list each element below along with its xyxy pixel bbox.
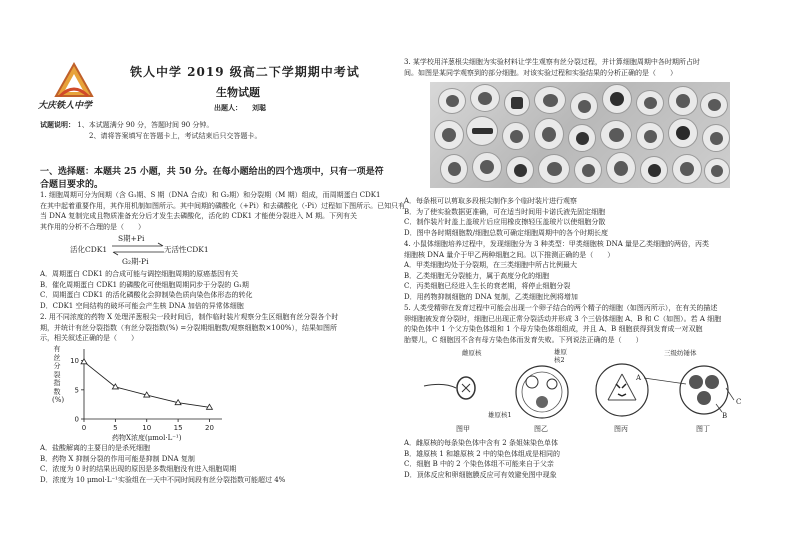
q1-diagram-right: 无活性CDK1 bbox=[164, 245, 209, 254]
q5-option-c[interactable]: C．细胞 B 中的 2 个染色体组不可能来自于父亲 bbox=[404, 460, 554, 468]
chart-data-point bbox=[81, 359, 87, 364]
fig-caption-b: 图乙 bbox=[534, 425, 548, 433]
chart-y-tick-label: 10 bbox=[70, 357, 79, 366]
label-male-pronucleus-1: 雄原核1 bbox=[488, 411, 512, 419]
chart-plot bbox=[62, 343, 232, 433]
q1-option-a[interactable]: A．周期蛋白 CDK1 的合成可能与调控细胞周期的原癌基因有关 bbox=[40, 270, 239, 278]
instruction-2: 2、请将答案填写在答题卡上，考试结束后只交答题卡。 bbox=[89, 131, 262, 140]
micrograph-image bbox=[430, 82, 730, 188]
q5-figure bbox=[404, 348, 756, 436]
q4-option-b[interactable]: B．乙类细胞无分裂能力，属于高度分化的细胞 bbox=[404, 271, 550, 280]
q2-stem-line: 2. 用不同浓度的药物 X 处理洋葱根尖一段时间后，制作临时装片观察分生区细胞有丝分裂各个时 bbox=[40, 313, 339, 321]
label-cell-a: A bbox=[636, 374, 642, 382]
chart-x-tick-label: 10 bbox=[142, 424, 152, 432]
q5-stem-line: 5. 人类受精卵在发育过程中可能会出现一个卵子结合的两个精子的细胞（如图丙所示），在有关的描述 bbox=[404, 304, 718, 312]
instruction-1: 1、本试题满分 90 分，答题时间 90 分钟。 bbox=[77, 121, 214, 129]
label-cell-c: C bbox=[736, 398, 742, 406]
chart-x-tick-label: 0 bbox=[81, 424, 87, 432]
sperm-tail-icon bbox=[424, 384, 456, 388]
q5-option-a[interactable]: A．雌原核的每条染色体中含有 2 条姐妹染色单体 bbox=[404, 439, 558, 447]
fig-caption-a: 图甲 bbox=[456, 425, 470, 433]
q2-option-b[interactable]: B．药物 X 抑制分裂的作用可能是抑制 DNA 复制 bbox=[40, 454, 195, 463]
question-5 bbox=[404, 303, 721, 345]
q5-option-b[interactable]: B．雄原核 1 和雄原核 2 中的染色体组成是相同的 bbox=[404, 449, 560, 458]
q4-option-c[interactable]: C．丙类细胞已经进入生长的衰老期，将停止细胞分裂 bbox=[404, 282, 571, 290]
question-1 bbox=[40, 190, 405, 232]
q1-diagram bbox=[70, 233, 240, 271]
chart-y-tick-label: 5 bbox=[74, 386, 79, 395]
label-cell-b: B bbox=[722, 412, 728, 420]
author-label: 出题人： bbox=[214, 103, 242, 112]
chart-x-tick-label: 5 bbox=[113, 424, 118, 432]
q5-option-d[interactable]: D．顶体反应和卵细胞膜反应可有效避免图中现象 bbox=[404, 470, 557, 479]
q1-stem-line: 1. 细胞周期可分为间期（含 G₁期、S 期（DNA 合成）和 G₂期）和分裂期（M 期）组成，而周期蛋白 CDK1 bbox=[40, 191, 381, 199]
q2-stem-line: 期，并统计有丝分裂指数（有丝分裂指数(%) =分裂期细胞数/观察细胞数×100%），结果如图所 bbox=[40, 323, 337, 332]
q5-stem-line: 的染色体中 1 个父方染色体组和 1 个母方染色体组组成，并且 A、B 细胞获得到发育成一对双胞 bbox=[404, 325, 703, 333]
label-tripolar-spindle: 三级纺锤体 bbox=[664, 349, 697, 357]
fig-caption-c: 图丙 bbox=[614, 425, 628, 433]
school-logo bbox=[40, 60, 108, 118]
q2-option-c[interactable]: C．浓度为 0 时的结果出现的原因是多数细胞没有进入细胞周期 bbox=[40, 465, 237, 473]
q1-diagram-bottom-label: G₂期-Pi bbox=[122, 257, 149, 266]
q2-chart bbox=[52, 343, 232, 443]
q1-stem-line: 当 DNA 复制完成且物质准备充分后才发生去磷酸化，活化的 CDK1 才能使分裂进入 M 期。下列有关 bbox=[40, 212, 357, 220]
chart-series-line bbox=[84, 362, 209, 408]
logo-text: 大庆铁人中学 bbox=[38, 101, 93, 111]
section-heading: 一、选择题：本题共 25 小题，共 50 分。在每小题给出的四个选项中，只有一项是符合题目要求的。 bbox=[40, 167, 384, 190]
instructions bbox=[40, 120, 261, 141]
q1-stem-line: 在其中起着重要作用，其作用机制如图所示。其中间期的磷酸化（+Pi）和去磷酸化（-Pi）过程如下图所示。已知只有 bbox=[40, 201, 406, 210]
chart-x-tick-label: 20 bbox=[204, 424, 214, 432]
q1-option-d[interactable]: D．CDK1 空间结构的破坏可能会产生核 DNA 加倍的异常体细胞 bbox=[40, 301, 244, 310]
author-name: 刘聪 bbox=[252, 103, 266, 112]
chart-x-tick-label: 15 bbox=[173, 424, 183, 432]
chart-ylabel: 有丝分裂指数(%) bbox=[52, 345, 65, 404]
q4-option-a[interactable]: A．甲类细胞均处于分裂期，在三类细胞中所占比例最大 bbox=[404, 261, 578, 269]
q4-option-d[interactable]: D．用药物抑制细胞的 DNA 复制，乙类细胞比例将增加 bbox=[404, 292, 578, 301]
q2-stem-line: 示，相关叙述正确的是（ ） bbox=[40, 334, 138, 342]
q4-options bbox=[404, 260, 578, 302]
q4-stem-line: 细胞核 DNA 量介于甲乙两种细胞之间。以下推测正确的是（ ） bbox=[404, 250, 615, 259]
q1-stem-line: 其作用的分析不合理的是（ ） bbox=[40, 222, 145, 231]
chart-xlabel: 药物X浓度(μmol·L⁻¹) bbox=[112, 434, 182, 442]
q3-option-d[interactable]: D．图中各时期细胞数/细胞总数可确定细胞周期中的各个时期长度 bbox=[404, 228, 608, 237]
question-2 bbox=[40, 312, 338, 344]
exam-subtitle: 生物试题 bbox=[216, 86, 260, 99]
q2-options bbox=[40, 443, 285, 485]
label-male-pronucleus-2: 雄原核2 bbox=[554, 348, 567, 364]
question-3 bbox=[404, 57, 700, 78]
q3-stem-line: 3. 某学校用洋葱根尖细胞为实验材料让学生观察有丝分裂过程，并计算细胞周期中各时期所占时 bbox=[404, 58, 700, 66]
q1-option-c[interactable]: C．周期蛋白 CDK1 的活化磷酸化会抑制染色质向染色体形态的转化 bbox=[40, 291, 253, 299]
equilibrium-arrows-icon bbox=[110, 242, 166, 256]
q2-option-d[interactable]: D．浓度为 10 μmol·L⁻¹实验组在一天中不同时间段有丝分裂指数可能超过 4% bbox=[40, 475, 286, 484]
q5-stem-line: 胎婴儿，C 细胞因不含有母方染色体而发育失败。下列说法正确的是（ ） bbox=[404, 335, 643, 344]
q1-diagram-left: 活化CDK1 bbox=[70, 245, 108, 254]
label-female-pronucleus: 雌原核 bbox=[462, 349, 482, 357]
exam-title: 铁人中学 2019 级高二下学期期中考试 bbox=[130, 65, 360, 79]
q3-options bbox=[404, 196, 608, 238]
q2-option-a[interactable]: A．盐酸解离的主要目的是杀死细胞 bbox=[40, 444, 151, 452]
q1-option-b[interactable]: B．催化周期蛋白 CDK1 的磷酸化可使细胞周期同步于分裂的 G₁期 bbox=[40, 280, 249, 289]
q1-diagram-top-label: S期+Pi bbox=[118, 234, 145, 243]
q3-stem-line: 间。如图是某同学观察到的部分细胞。对该实验过程和实验结果的分析正确的是（ ） bbox=[404, 68, 677, 77]
fertilization-diagram bbox=[404, 348, 756, 436]
q5-options bbox=[404, 438, 560, 480]
q1-options bbox=[40, 269, 252, 311]
chart-y-tick-label: 0 bbox=[74, 415, 79, 424]
q3-option-c[interactable]: C．制作装片时盖上盖玻片后应用橡皮擦轻压盖玻片以使细胞分散 bbox=[404, 218, 606, 226]
q4-stem-line: 4. 小鼠体细胞培养过程中，发现细胞分为 3 种类型：甲类细胞核 DNA 量是乙类细胞的两倍，丙类 bbox=[404, 240, 710, 248]
fig-caption-d: 图丁 bbox=[696, 425, 710, 433]
author-line bbox=[214, 103, 266, 114]
q5-stem-line: 卵细胞被发育分裂时，细胞已出现正常分裂活动并形成 3 个三倍体细胞 A、B 和 C（如图）。若 A 细胞 bbox=[404, 314, 722, 323]
question-4 bbox=[404, 239, 709, 260]
instructions-label: 试题说明： bbox=[40, 120, 75, 129]
q3-option-b[interactable]: B．为了使实验数据更准确，可在适当时间用卡诺氏液先固定细胞 bbox=[404, 207, 606, 216]
q3-option-a[interactable]: A．每条根可以剪取多段根尖制作多个临时装片进行观察 bbox=[404, 197, 578, 205]
